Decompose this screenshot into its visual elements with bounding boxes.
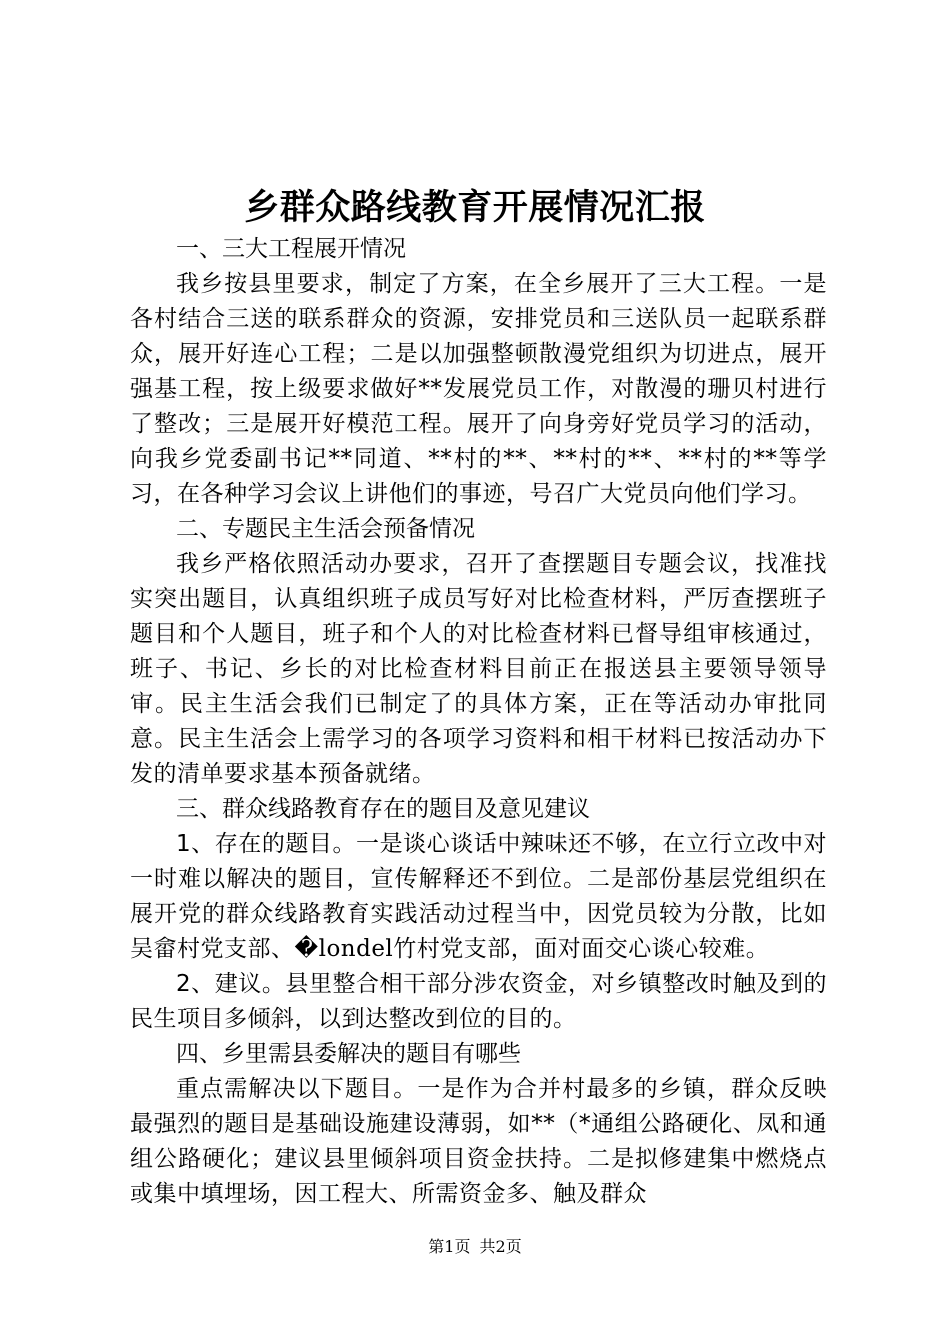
section-3-item-suggestions (130, 967, 827, 1037)
page-total: 共2页 (479, 1237, 522, 1256)
section-heading-4: 四、乡里需县委解决的题目有哪些 (176, 1041, 521, 1067)
section-2-paragraph: 我乡严格依照活动办要求，召开了查摆题目专题会议，找准找实突出题目，认真组织班子成员写好对比检查材料，严厉查摆班子题目和个人题目，班子和个人的对比检查材料已督导组审核通过，班子、书记、乡长的对比检查材料目前正在报送县主要领导领导审。民主生活会我们已制定了的具体方案，正在等活动办审批同意。民主生活会上需学习的各项学习资料和相干材料已按活动办下发的清单要求基本预备就绪。 (130, 551, 827, 787)
document-title: 乡群众路线教育开展情况汇报 (244, 187, 706, 228)
section-4-paragraph: 重点需解决以下题目。一是作为合并村最多的乡镇，群众反映最强烈的题目是基础设施建设薄弱，如**（*通组公路硬化、凤和通组公路硬化；建议县里倾斜项目资金扶持。二是拟修建集中燃烧点或集中填埋场，因工程大、所需资金多、触及群众 (130, 1076, 827, 1207)
item-lead-problems: 1、存在的题目。 (176, 831, 357, 857)
page-footer (0, 1236, 950, 1258)
section-heading-3: 三、群众线路教育存在的题目及意见建议 (176, 796, 590, 822)
page-number: 第1页 (428, 1237, 471, 1256)
item-text-suggestions: 县里整合相干部分涉农资金，对乡镇整改时触及到的民生项目多倾斜，以到达整改到位的目的。 (130, 971, 827, 1032)
document-body (130, 232, 827, 1212)
item-text-problems: 一是谈心谈话中辣味还不够，在立行立改中对一时难以解决的题目，宣传解释还不到位。二是部份基层党组织在展开党的群众线路教育实践活动过程当中，因党员较为分散，比如吴畲村党支部、�londel竹村党支部，面对面交心谈心较难。 (130, 831, 828, 962)
section-1-paragraph: 我乡按县里要求，制定了方案，在全乡展开了三大工程。一是各村结合三送的联系群众的资源，安排党员和三送队员一起联系群众，展开好连心工程；二是以加强整顿散漫党组织为切进点，展开强基工程，按上级要求做好**发展党员工作，对散漫的珊贝村进行了整改；三是展开好模范工程。展开了向身旁好党员学习的活动，向我乡党委副书记**同道、**村的**、**村的**、**村的**等学习，在各种学习会议上讲他们的事迹，号召广大党员向他们学习。 (130, 271, 827, 507)
item-lead-suggestions: 2、建议。 (176, 971, 286, 997)
section-heading-2: 二、专题民主生活会预备情况 (176, 516, 475, 542)
section-heading-1: 一、三大工程展开情况 (176, 236, 406, 262)
section-3-item-problems (130, 827, 827, 967)
